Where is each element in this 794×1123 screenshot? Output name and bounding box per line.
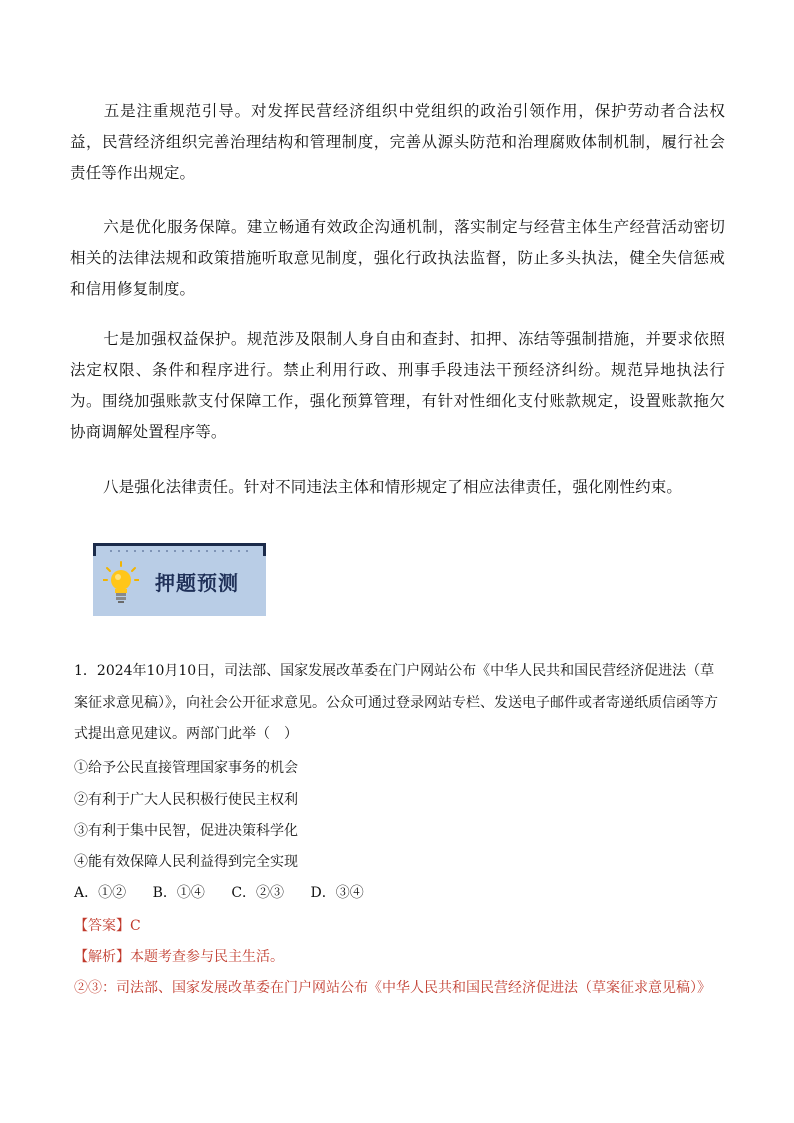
- lightbulb-icon: [103, 561, 139, 605]
- choice-c: C．②③: [231, 885, 285, 901]
- prediction-banner: [93, 543, 266, 616]
- paragraph-six: [70, 212, 725, 305]
- paragraph-seven: [70, 324, 725, 448]
- paragraph-eight-text: 八是强化法律责任。针对不同违法主体和情形规定了相应法律责任，强化刚性约束。: [103, 478, 683, 496]
- choice-b: B．①④: [152, 885, 205, 901]
- banner-title: 押题预测: [155, 571, 239, 595]
- question-stem: 1．2024年10月10日，司法部、国家发展改革委在门户网站公布《中华人民共和国民营经济促进法（草案征求意见稿）》，向社会公开征求意见。公众可通过登录网站专栏、发送电子邮件或者寄递纸质信函等方式提出意见建议。两部门此举（ ）: [74, 663, 718, 742]
- banner-top-line: [105, 543, 254, 546]
- analysis-line: [74, 946, 284, 966]
- analysis-detail-label: ②③: [74, 980, 102, 996]
- choice-a: A．①②: [74, 885, 127, 901]
- paragraph-five-text: 五是注重规范引导。对发挥民营经济组织中党组织的政治引领作用，保护劳动者合法权益，民营经济组织完善治理结构和管理制度，完善从源头防范和治理腐败体制机制，履行社会责任等作出规定。: [70, 102, 725, 182]
- answer-choices: [74, 882, 386, 902]
- answer-value: C: [130, 918, 141, 934]
- option-4: ④能有效保障人民利益得到完全实现: [74, 854, 298, 870]
- option-2: ②有利于广大人民积极行使民主权利: [74, 792, 298, 808]
- paragraph-six-text: 六是优化服务保障。建立畅通有效政企沟通机制，落实制定与经营主体生产经营活动密切相关的法律法规和政策措施听取意见制度，强化行政执法监督，防止多头执法，健全失信惩戒和信用修复制度。: [70, 218, 725, 298]
- analysis-detail-line: [74, 977, 711, 997]
- option-1: ①给予公民直接管理国家事务的机会: [74, 760, 298, 776]
- banner-dots: [107, 550, 252, 552]
- answer-label: 【答案】: [74, 918, 130, 934]
- choice-d: D．③④: [310, 885, 364, 901]
- analysis-text: 本题考查参与民主生活。: [130, 949, 284, 965]
- paragraph-five: [70, 96, 725, 189]
- option-3: ③有利于集中民智，促进决策科学化: [74, 823, 298, 839]
- answer-line: [74, 915, 141, 935]
- banner-corner: [253, 543, 266, 556]
- paragraph-seven-text: 七是加强权益保护。规范涉及限制人身自由和查封、扣押、冻结等强制措施，并要求依照法定权限、条件和程序进行。禁止利用行政、刑事手段违法干预经济纠纷。规范异地执法行为。围绕加强账款支付保障工作，强化预算管理，有针对性细化支付账款规定，设置账款拖欠协商调解处置程序等。: [70, 330, 725, 441]
- analysis-label: 【解析】: [74, 949, 130, 965]
- paragraph-eight: [70, 472, 725, 503]
- analysis-detail-text: ：司法部、国家发展改革委在门户网站公布《中华人民共和国民营经济促进法（草案征求意见稿）》: [102, 980, 711, 996]
